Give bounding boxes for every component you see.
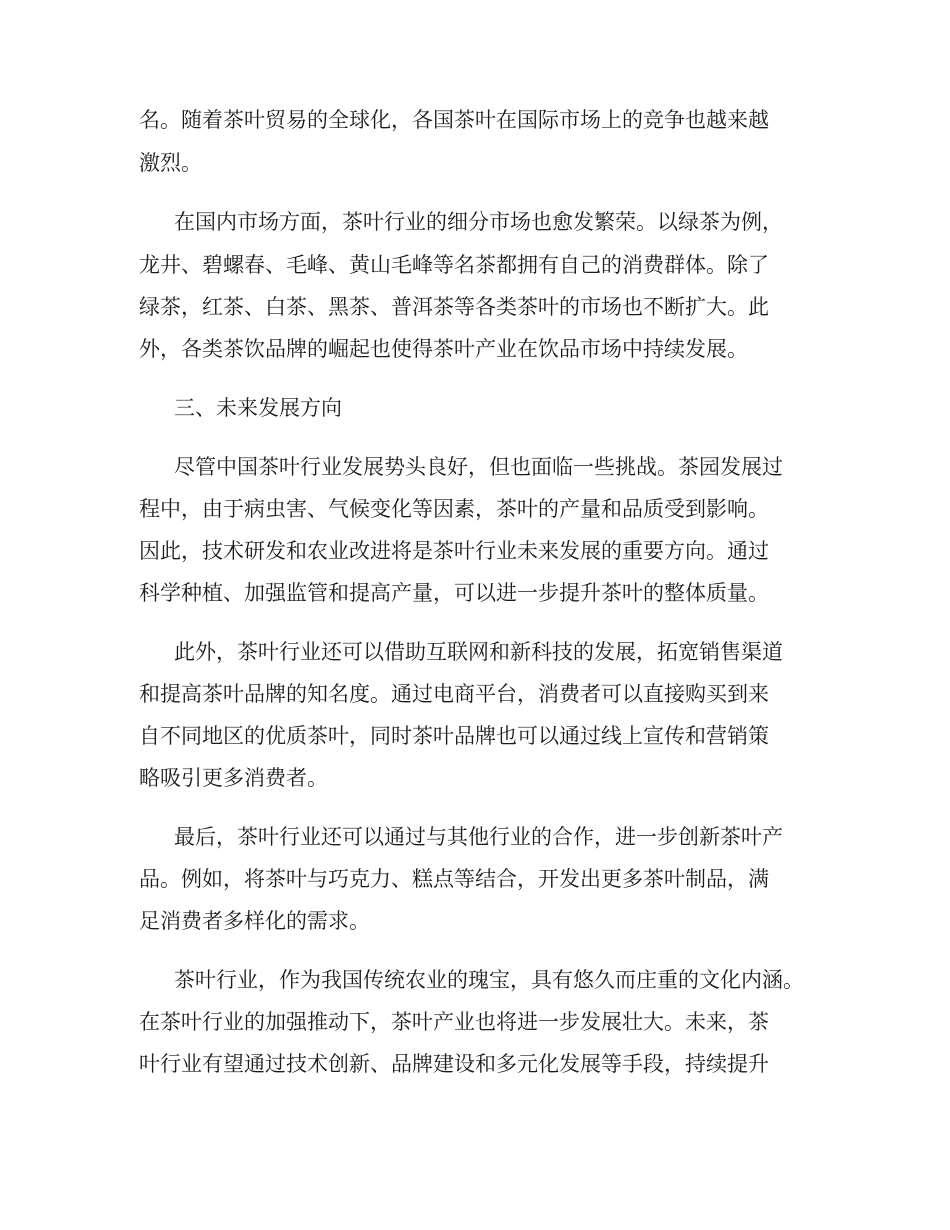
paragraph-4-line-4: 略吸引更多消费者。 [139, 766, 328, 790]
paragraph-3-line-4: 科学种植、加强监管和提高产量，可以进一步提升茶叶的整体质量。 [139, 581, 769, 605]
paragraph-1-line-2: 激烈。 [139, 151, 202, 175]
paragraph-6-line-1: 茶叶行业，作为我国传统农业的瑰宝，具有悠久而庄重的文化内涵。 [174, 968, 804, 992]
paragraph-6-line-3: 叶行业有望通过技术创新、品牌建设和多元化发展等手段，持续提升 [139, 1052, 769, 1076]
paragraph-4-line-2: 和提高茶叶品牌的知名度。通过电商平台，消费者可以直接购买到来 [139, 682, 769, 706]
paragraph-3-line-2: 程中，由于病虫害、气候变化等因素，茶叶的产量和品质受到影响。 [139, 497, 769, 521]
paragraph-4-line-1: 此外，茶叶行业还可以借助互联网和新科技的发展，拓宽销售渠道 [174, 640, 783, 664]
paragraph-5-line-2: 品。例如，将茶叶与巧克力、糕点等结合，开发出更多茶叶制品，满 [139, 867, 769, 891]
paragraph-3-line-1: 尽管中国茶叶行业发展势头良好，但也面临一些挑战。茶园发展过 [174, 455, 783, 479]
paragraph-3-line-3: 因此，技术研发和农业改进将是茶叶行业未来发展的重要方向。通过 [139, 539, 769, 563]
paragraph-2-line-4: 外，各类茶饮品牌的崛起也使得茶叶产业在饮品市场中持续发展。 [139, 337, 748, 361]
paragraph-5-line-1: 最后，茶叶行业还可以通过与其他行业的合作，进一步创新茶叶产 [174, 825, 783, 849]
paragraph-1-line-1: 名。随着茶叶贸易的全球化，各国茶叶在国际市场上的竞争也越来越 [139, 108, 769, 132]
paragraph-4-line-3: 自不同地区的优质茶叶，同时茶叶品牌也可以通过线上宣传和营销策 [139, 724, 769, 748]
section-heading: 三、未来发展方向 [174, 396, 342, 420]
paragraph-6-line-2: 在茶叶行业的加强推动下，茶叶产业也将进一步发展壮大。未来，茶 [139, 1010, 769, 1034]
paragraph-2-line-2: 龙井、碧螺春、毛峰、黄山毛峰等名茶都拥有自己的消费群体。除了 [139, 253, 769, 277]
paragraph-2-line-3: 绿茶，红茶、白茶、黑茶、普洱茶等各类茶叶的市场也不断扩大。此 [139, 295, 769, 319]
paragraph-2-line-1: 在国内市场方面，茶叶行业的细分市场也愈发繁荣。以绿茶为例， [174, 210, 783, 234]
paragraph-5-line-3: 足消费者多样化的需求。 [139, 909, 370, 933]
